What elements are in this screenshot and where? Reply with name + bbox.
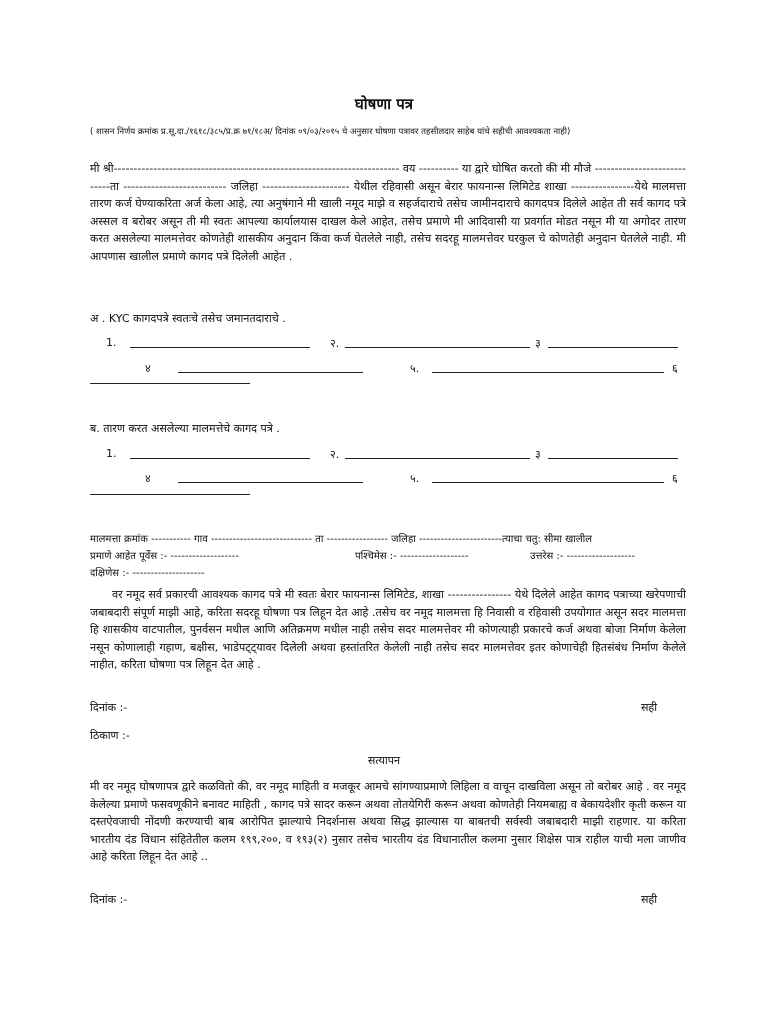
responsibility-paragraph: वर नमूद सर्व प्रकारची आवश्यक कागद पत्रे मी स्वतः बेरार फायनान्स लिमिटेड, शाखा ---------------- येथे दिलेले आहेत कागद पत्राच्या खरेपणाची जबाबदारी संपूर्ण माझी आहे, करिता सदरहू घोषणा पत्र लिहून देत आहे .तसेच वर नमूद मालमत्ता हि निवासी व रहिवासी उपयोगात असून सदर मालमत्ता हि शासकीय वाटपातील, पुनर्वसन मधील आणि अतिक्रमण मधील नाही तसेच सदर मालमत्तेवर मी कोणत्याही प्रकारचे कर्ज अथवा बोजा निर्माण केलेला नसून कोणालाही गहाण, बक्षीस, भाडेपट्ट्यावर दिलेली अथवा हस्तांतरित केलेली नाही तसेच सदर मालमत्तेवर इतर कोणाचेही हितसंबंध निर्माण केलेले नाहीत, करिता घोषणा पत्र लिहून देत आहे .	[90, 588, 686, 671]
south-boundary: दक्षिणेस :- --------------------	[90, 568, 205, 579]
blank-line-5[interactable]	[432, 372, 664, 373]
item-number-2: २.	[330, 337, 340, 350]
declaration-paragraph: मी श्री------------------------------------------------------------------------ वय ---------- या द्वारे घोषित करतो की मी मौजे ----------------------------ता -------------------------- जलिहा ---------------------- येथील रहिवासी असून बेरार फायनान्स लिमिटेड शाखा ----------------येथे मालमत्ता तारण कर्ज घेण्याकरिता अर्ज केला आहे, त्या अनुषंगाने मी खाली नमूद माझे व सहर्जदाराचे तसेच जामीनदाराचे कागदपत्र दिलेले आहेत ती सर्व कागद पत्रे अस्सल व बरोबर असून ती मी स्वतः आपल्या कार्यालयास दाखल केले आहेत, तसेच प्रमाणे मी आदिवासी या प्रवर्गात मोडत नसून मी या अगोदर तारण करत असलेल्या मालमत्तेवर कोणतेही शासकीय अनुदान किंवा कर्ज घेतलेले नाही, तसेच सदरहू मालमत्तेवर घरकुल चे कोणतेही अनुदान घेतलेले नाही. मी आपणास खालील प्रमाणे कागद पत्रे दिलेली आहेत .	[90, 162, 686, 263]
item-number-4: ४	[145, 472, 151, 485]
blank-line-1[interactable]	[130, 458, 310, 459]
blank-line-3[interactable]	[548, 458, 678, 459]
item-number-3: ३	[535, 337, 541, 350]
item-number-6: ६	[672, 472, 678, 485]
blank-line-6[interactable]	[90, 494, 250, 495]
blank-line-4[interactable]	[178, 482, 363, 483]
item-number-3: ३	[535, 448, 541, 461]
place-label: ठिकाण :-	[90, 729, 130, 742]
item-number-4: ४	[145, 362, 151, 375]
item-number-5: ५.	[410, 362, 420, 375]
date-label: दिनांक :-	[90, 893, 128, 906]
document-title: घोषणा पत्र	[354, 95, 414, 113]
blank-line-1[interactable]	[130, 347, 310, 348]
north-boundary: उत्तरेस :- -------------------	[530, 551, 636, 562]
item-number-1: 1.	[106, 447, 117, 460]
section-b-heading: ब. तारण करत असलेल्या मालमत्तेचे कागद पत्रे .	[90, 422, 280, 435]
verification-title: सत्यापन	[367, 754, 401, 767]
section-a-heading: अ . KYC कागदपत्रे स्वतःचे तसेच जमानतदाराचे .	[90, 312, 286, 325]
property-details-line: मालमत्ता क्रमांक ----------- गाव ---------------------------- ता ----------------- जलिहा -----------------------त्याचा चतु: सीमा खालील	[90, 534, 593, 545]
item-number-1: 1.	[106, 336, 117, 349]
blank-line-3[interactable]	[548, 347, 678, 348]
west-boundary: पश्चिमेस :- -------------------	[355, 551, 469, 562]
item-number-5: ५.	[410, 472, 420, 485]
blank-line-2[interactable]	[345, 347, 530, 348]
blank-line-6[interactable]	[90, 383, 250, 384]
blank-line-4[interactable]	[178, 372, 363, 373]
item-number-6: ६	[672, 362, 678, 375]
blank-line-2[interactable]	[345, 458, 530, 459]
verification-paragraph: मी वर नमूद घोषणापत्र द्वारे कळवितो की, वर नमूद माहिती व मजकूर आमचे सांगण्याप्रमाणे लिहिला व वाचून दाखविला असून तो बरोबर आहे . वर नमूद केलेल्या प्रमाणे फसवणूकीने बनावट माहिती , कागद पत्रे सादर करून अथवा तोतयेगिरी करून अथवा कोणतेही नियमबाह्य व बेकायदेशीर कृती करून या दस्तऐवजाची नोंदणी करण्याची बाब आरोपित झाल्याचे निदर्शनास अथवा सिद्ध झाल्यास या बाबतची सर्वस्वी जबाबदारी माझी राहणार. या करिता भारतीय दंड विधान संहितेतील कलम १९९,२००, व १९३(२) नुसार तसेच भारतीय दंड विधानातील कलमा नुसार शिक्षेस पात्र राहील याची मला जाणीव आहे करिता लिहून देत आहे ..	[90, 780, 686, 863]
east-boundary: प्रमाणे आहेत पूर्वेस :- -------------------	[90, 551, 239, 562]
signature-label: सही	[641, 701, 658, 714]
date-label: दिनांक :-	[90, 701, 128, 714]
item-number-2: २.	[330, 448, 340, 461]
blank-line-5[interactable]	[432, 482, 664, 483]
signature-label: सही	[641, 893, 658, 906]
government-resolution-note: ( शासन निर्णय क्रमांक प्र.सू.दा./१६१८/३८५/प्र.क्र ७१/१८अ/ दिनांक ०९/०३/२०१५ चे अनुसार घोषणा पत्रावर तहसीलदार साहेब यांचे सहीची आवश्यकता नाही)	[90, 127, 571, 137]
